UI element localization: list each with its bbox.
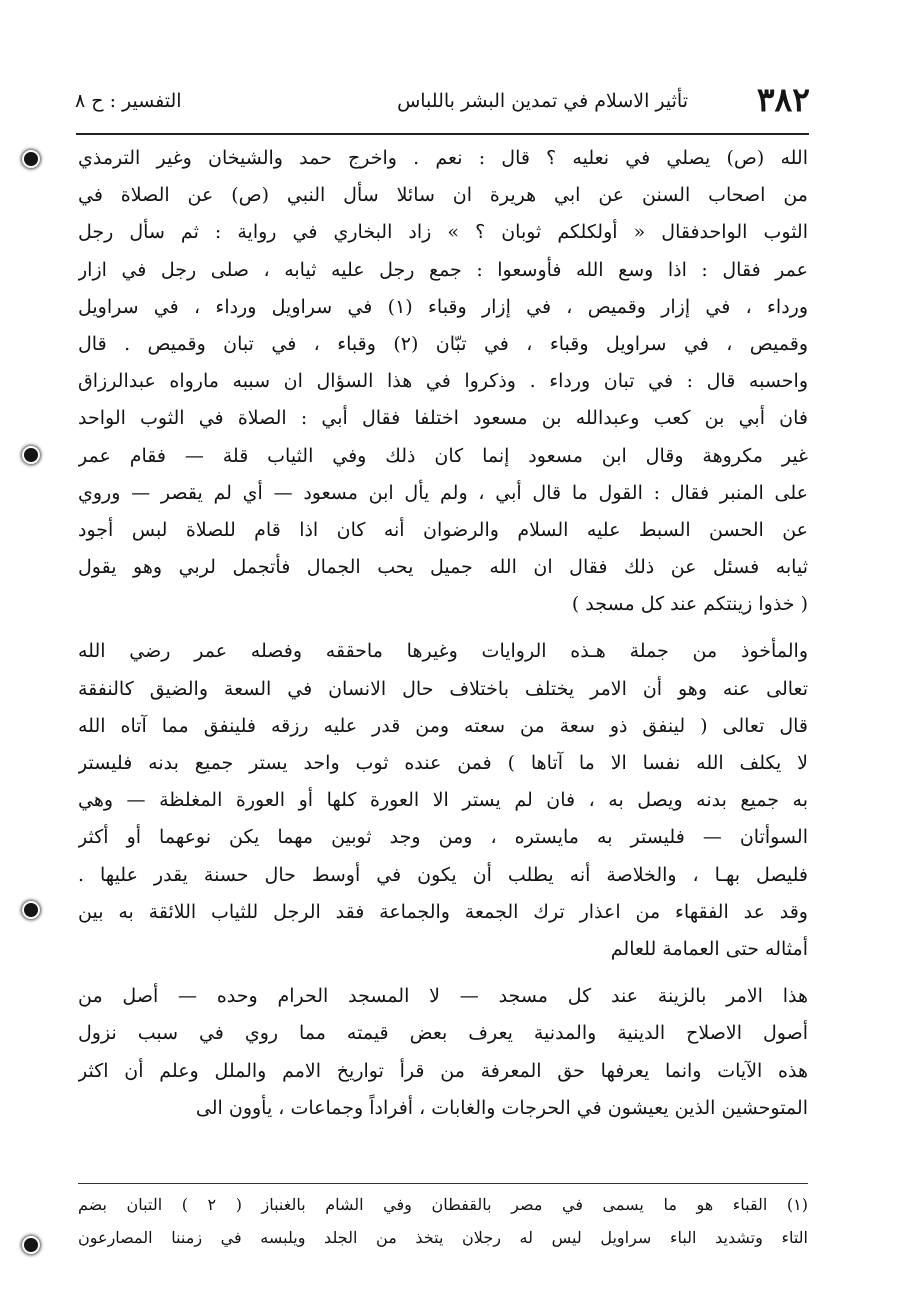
text-line: وقميص ، في سراويل وقباء ، في تبّان (٢) وقباء ، في تبان وقميص . قال (78, 332, 808, 355)
text-line: ( خذوا زينتكم عند كل مسجد ) (571, 593, 808, 616)
text-line: لا يكلف الله نفسا الا ما آتاها ) فمن عنده ثوب واحد يستر جميع بدنه فليستر (78, 752, 808, 774)
text-line: الله (ص) يصلي في نعليه ؟ قال : نعم . واخرج حمد والشيخان وغير الترمذي (78, 147, 808, 169)
text-line: الثوب الواحدفقال « أولكلكم ثوبان ؟ » زاد البخاري في رواية : ثم سأل رجل (78, 221, 808, 244)
text-line: قال تعالى ( لينفق ذو سعة من سعته ومن قدر عليه رزقه فلينفق مما آتاه الله (78, 714, 808, 737)
header-divider (76, 133, 809, 135)
text-line: هذه الآيات وانما يعرفها حق المعرفة من قرأ تواريخ الامم والملل وعلم أن اكثر (78, 1059, 808, 1082)
text-line: فليصل بهـا ، والخلاصة أنه يطلب أن يكون في أوسط حال حسنة يقدر عليها . (78, 863, 808, 886)
text-line: وقد عد الفقهاء من اعذار ترك الجمعة والجماعة فقد الرجل للثياب اللائقة به بين (78, 900, 808, 923)
footnote-line: التاء وتشديد الباء سراويل ليس له رجلان يتخذ من الجلد ويلبسه في زمننا المصارعون (78, 1228, 808, 1247)
text-line: واحسبه قال : في تبان ورداء . وذكروا في هذا السؤال ان سببه مارواه عبدالرزاق (78, 370, 808, 393)
text-line: من اصحاب السنن عن ابي هريرة ان سائلا سأل النبي (ص) عن الصلاة في (78, 184, 808, 207)
text-line: به جميع بدنه ويصل به ، فان لم يستر الا العورة كلها أو العورة المغلظة — وهي (78, 789, 808, 812)
footnote-line: (١) القباء هو ما يسمى في مصر بالقفطان وفي الشام بالغنباز ( ٢ ) التبان بضم (78, 1195, 808, 1214)
text-line: المتوحشين الذين يعيشون في الحرجات والغابات ، أفراداً وجماعات ، يأوون الى (195, 1096, 808, 1119)
text-line: ثيابه فسئل عن ذلك فقال ان الله جميل يحب الجمال فأتجمل لربي وهو يقول (78, 556, 808, 579)
paragraph-break (78, 968, 808, 978)
paragraph-break (78, 623, 808, 633)
text-line: أمثاله حتى العمامة للعالم (610, 937, 808, 960)
text-line: فان أبي بن كعب وعبدالله بن مسعود اختلفا فقال أبي : الصلاة في الثوب الواحد (78, 407, 808, 430)
text-line: على المنبر فقال : القول ما قال أبي ، ولم يأل ابن مسعود — أي لم يقصر — وروي (78, 481, 808, 504)
text-line: عن الحسن السبط عليه السلام والرضوان أنه كان اذا قام للصلاة لبس أجود (78, 518, 808, 541)
footnote-divider (78, 1183, 808, 1184)
binding-hole-icon (24, 1238, 38, 1252)
text-line: ورداء ، في إزار وقميص ، في إزار وقباء (١) في سراويل ورداء ، في سراويل (78, 295, 808, 318)
running-title: تأثير الاسلام في تمدين البشر باللباس (397, 90, 688, 112)
text-line: السوأتان — فليستر به مايستره ، ومن وجد ثوبين مهما يكن نوعهما أو أكثر (78, 826, 808, 849)
text-line: عمر فقال : اذا وسع الله فأوسعوا : جمع رجل عليه ثيابه ، صلى رجل في ازار (78, 258, 808, 281)
section-label: التفسير : ح ٨ (75, 90, 182, 112)
text-line: والمأخوذ من جملة هـذه الروايات وغيرها ماحققه وفصله عمر رضي الله (78, 640, 808, 663)
text-line: تعالى عنه وهو أن الامر يختلف باختلاف حال الانسان في السعة والضيق كالنفقة (78, 677, 808, 700)
page-header (75, 80, 810, 132)
binding-hole-icon (24, 903, 38, 917)
page-number: ٣٨٢ (756, 80, 810, 119)
text-line: غير مكروهة وقال ابن مسعود إنما كان ذلك وفي الثياب قلة — فقام عمر (78, 444, 808, 467)
body-text (78, 140, 808, 1127)
text-line: هذا الامر بالزينة عند كل مسجد — لا المسجد الحرام وحده — أصل من (78, 985, 808, 1008)
binding-hole-icon (24, 448, 38, 462)
footnotes (78, 1188, 808, 1254)
binding-hole-icon (24, 152, 38, 166)
text-line: أصول الاصلاح الدينية والمدنية يعرف بعض قيمته مما روي في سبب نزول (78, 1022, 808, 1045)
